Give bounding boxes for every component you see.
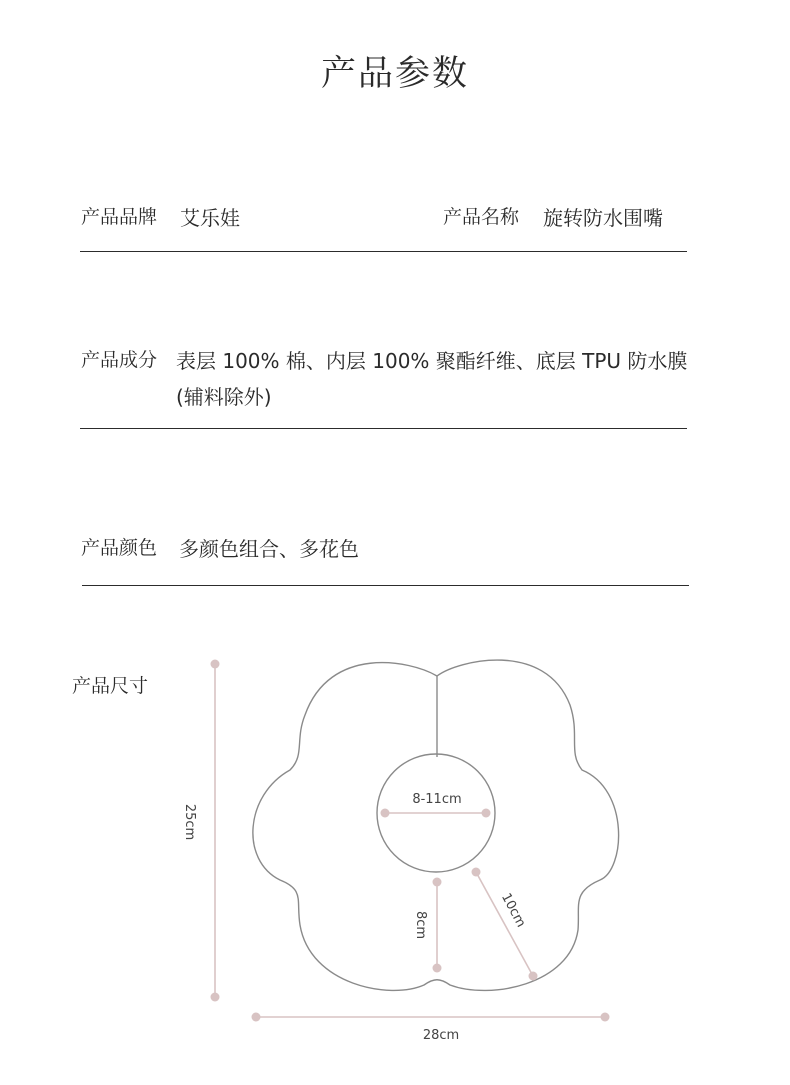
width-dimension-dot-right xyxy=(601,1013,610,1022)
product-name-value: 旋转防水围嘴 xyxy=(543,206,663,230)
drop-dimension-label: 8cm xyxy=(413,910,428,940)
width-dimension-dot-left xyxy=(252,1013,261,1022)
drop-dimension-dot-bottom xyxy=(433,964,442,973)
height-dimension-dot-bottom xyxy=(211,993,220,1002)
size-label: 产品尺寸 xyxy=(72,675,149,697)
page-title: 产品参数 xyxy=(320,54,469,94)
neck-dimension-label: 8-11cm xyxy=(412,792,462,807)
height-dimension-label: 25cm xyxy=(182,803,197,841)
composition-line2: (辅料除外) xyxy=(176,385,272,409)
brand-value: 艾乐娃 xyxy=(180,206,240,230)
product-name-label: 产品名称 xyxy=(443,206,520,228)
drop-dimension-dot-top xyxy=(433,878,442,887)
diagonal-dimension-dot-top xyxy=(472,868,481,877)
diagonal-dimension-label: 10cm xyxy=(497,890,529,930)
brand-label: 产品品牌 xyxy=(81,206,158,228)
height-dimension-dot-top xyxy=(211,660,220,669)
diagonal-dimension-dot-bottom xyxy=(529,972,538,981)
color-label: 产品颜色 xyxy=(81,537,158,559)
bib-outline xyxy=(253,660,619,990)
neck-dimension-dot-right xyxy=(482,809,491,818)
composition-label: 产品成分 xyxy=(81,349,158,371)
neck-dimension-dot-left xyxy=(381,809,390,818)
width-dimension-label: 28cm xyxy=(422,1028,460,1043)
color-value: 多颜色组合、多花色 xyxy=(179,537,359,561)
composition-line1: 表层 100% 棉、内层 100% 聚酯纤维、底层 TPU 防水膜 xyxy=(176,349,688,373)
